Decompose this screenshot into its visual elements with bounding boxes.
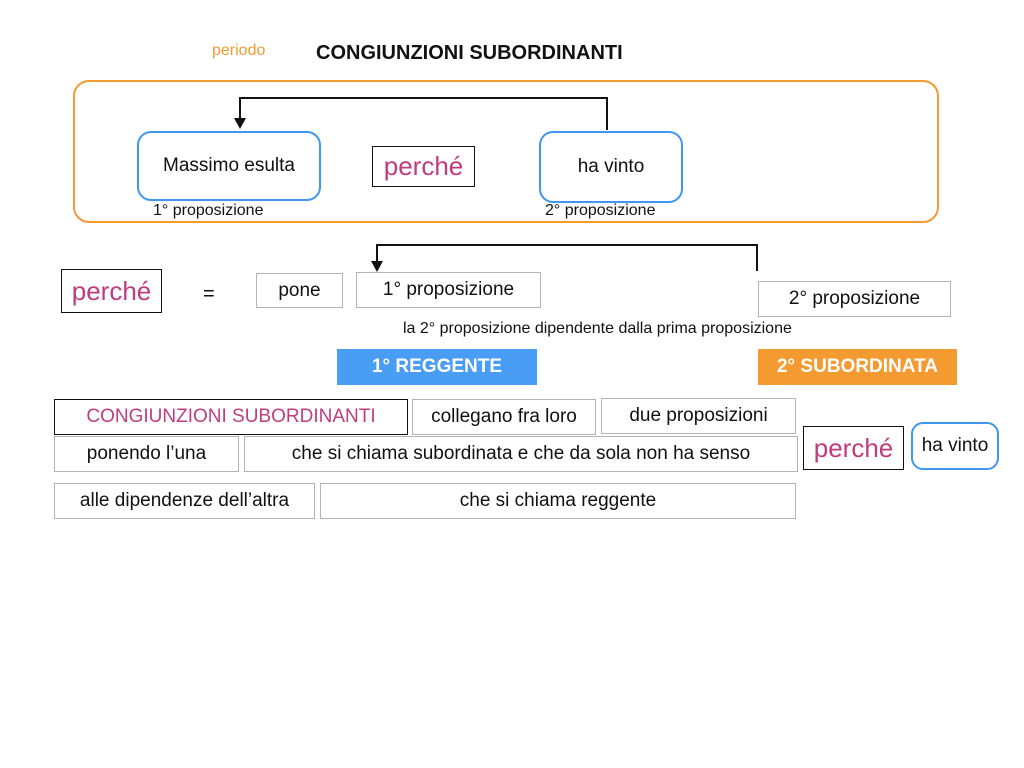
sentence-dipendenze: alle dipendenze dell’altra bbox=[54, 483, 315, 519]
definition-conjunction: perché bbox=[61, 269, 162, 313]
equals-sign: = bbox=[203, 283, 215, 305]
prop1-caption: 1° proposizione bbox=[153, 202, 264, 219]
periodo-label: periodo bbox=[212, 42, 266, 59]
sentence-reggente-def: che si chiama reggente bbox=[320, 483, 796, 519]
sentence-collegano: collegano fra loro bbox=[412, 399, 596, 435]
sentence-due-proposizioni: due proposizioni bbox=[601, 398, 796, 434]
page-title: CONGIUNZIONI SUBORDINANTI bbox=[316, 42, 623, 64]
reggente-label: 1° REGGENTE bbox=[337, 349, 537, 385]
pone-box: pone bbox=[256, 273, 343, 308]
subordinata-label: 2° SUBORDINATA bbox=[758, 349, 957, 385]
side-conjunction: perché bbox=[803, 426, 904, 470]
sentence-subordinata-def: che si chiama subordinata e che da sola non ha senso bbox=[244, 436, 798, 472]
side-prop-box: ha vinto bbox=[911, 422, 999, 470]
example-conjunction: perché bbox=[372, 146, 475, 187]
dependency-note: la 2° proposizione dipendente dalla prima proposizione bbox=[403, 320, 792, 337]
prop2-caption: 2° proposizione bbox=[545, 202, 656, 219]
sentence-ponendo: ponendo l’una bbox=[54, 436, 239, 472]
sentence-conjunctions-label: CONGIUNZIONI SUBORDINANTI bbox=[54, 399, 408, 435]
definition-prop1-box: 1° proposizione bbox=[356, 272, 541, 308]
example-arrow bbox=[240, 98, 607, 130]
definition-arrowhead bbox=[371, 261, 383, 272]
definition-prop2-box: 2° proposizione bbox=[758, 281, 951, 317]
example-arrowhead bbox=[234, 118, 246, 129]
definition-arrow bbox=[377, 245, 757, 271]
prop2-box: ha vinto bbox=[539, 131, 683, 203]
prop1-box: Massimo esulta bbox=[137, 131, 321, 201]
